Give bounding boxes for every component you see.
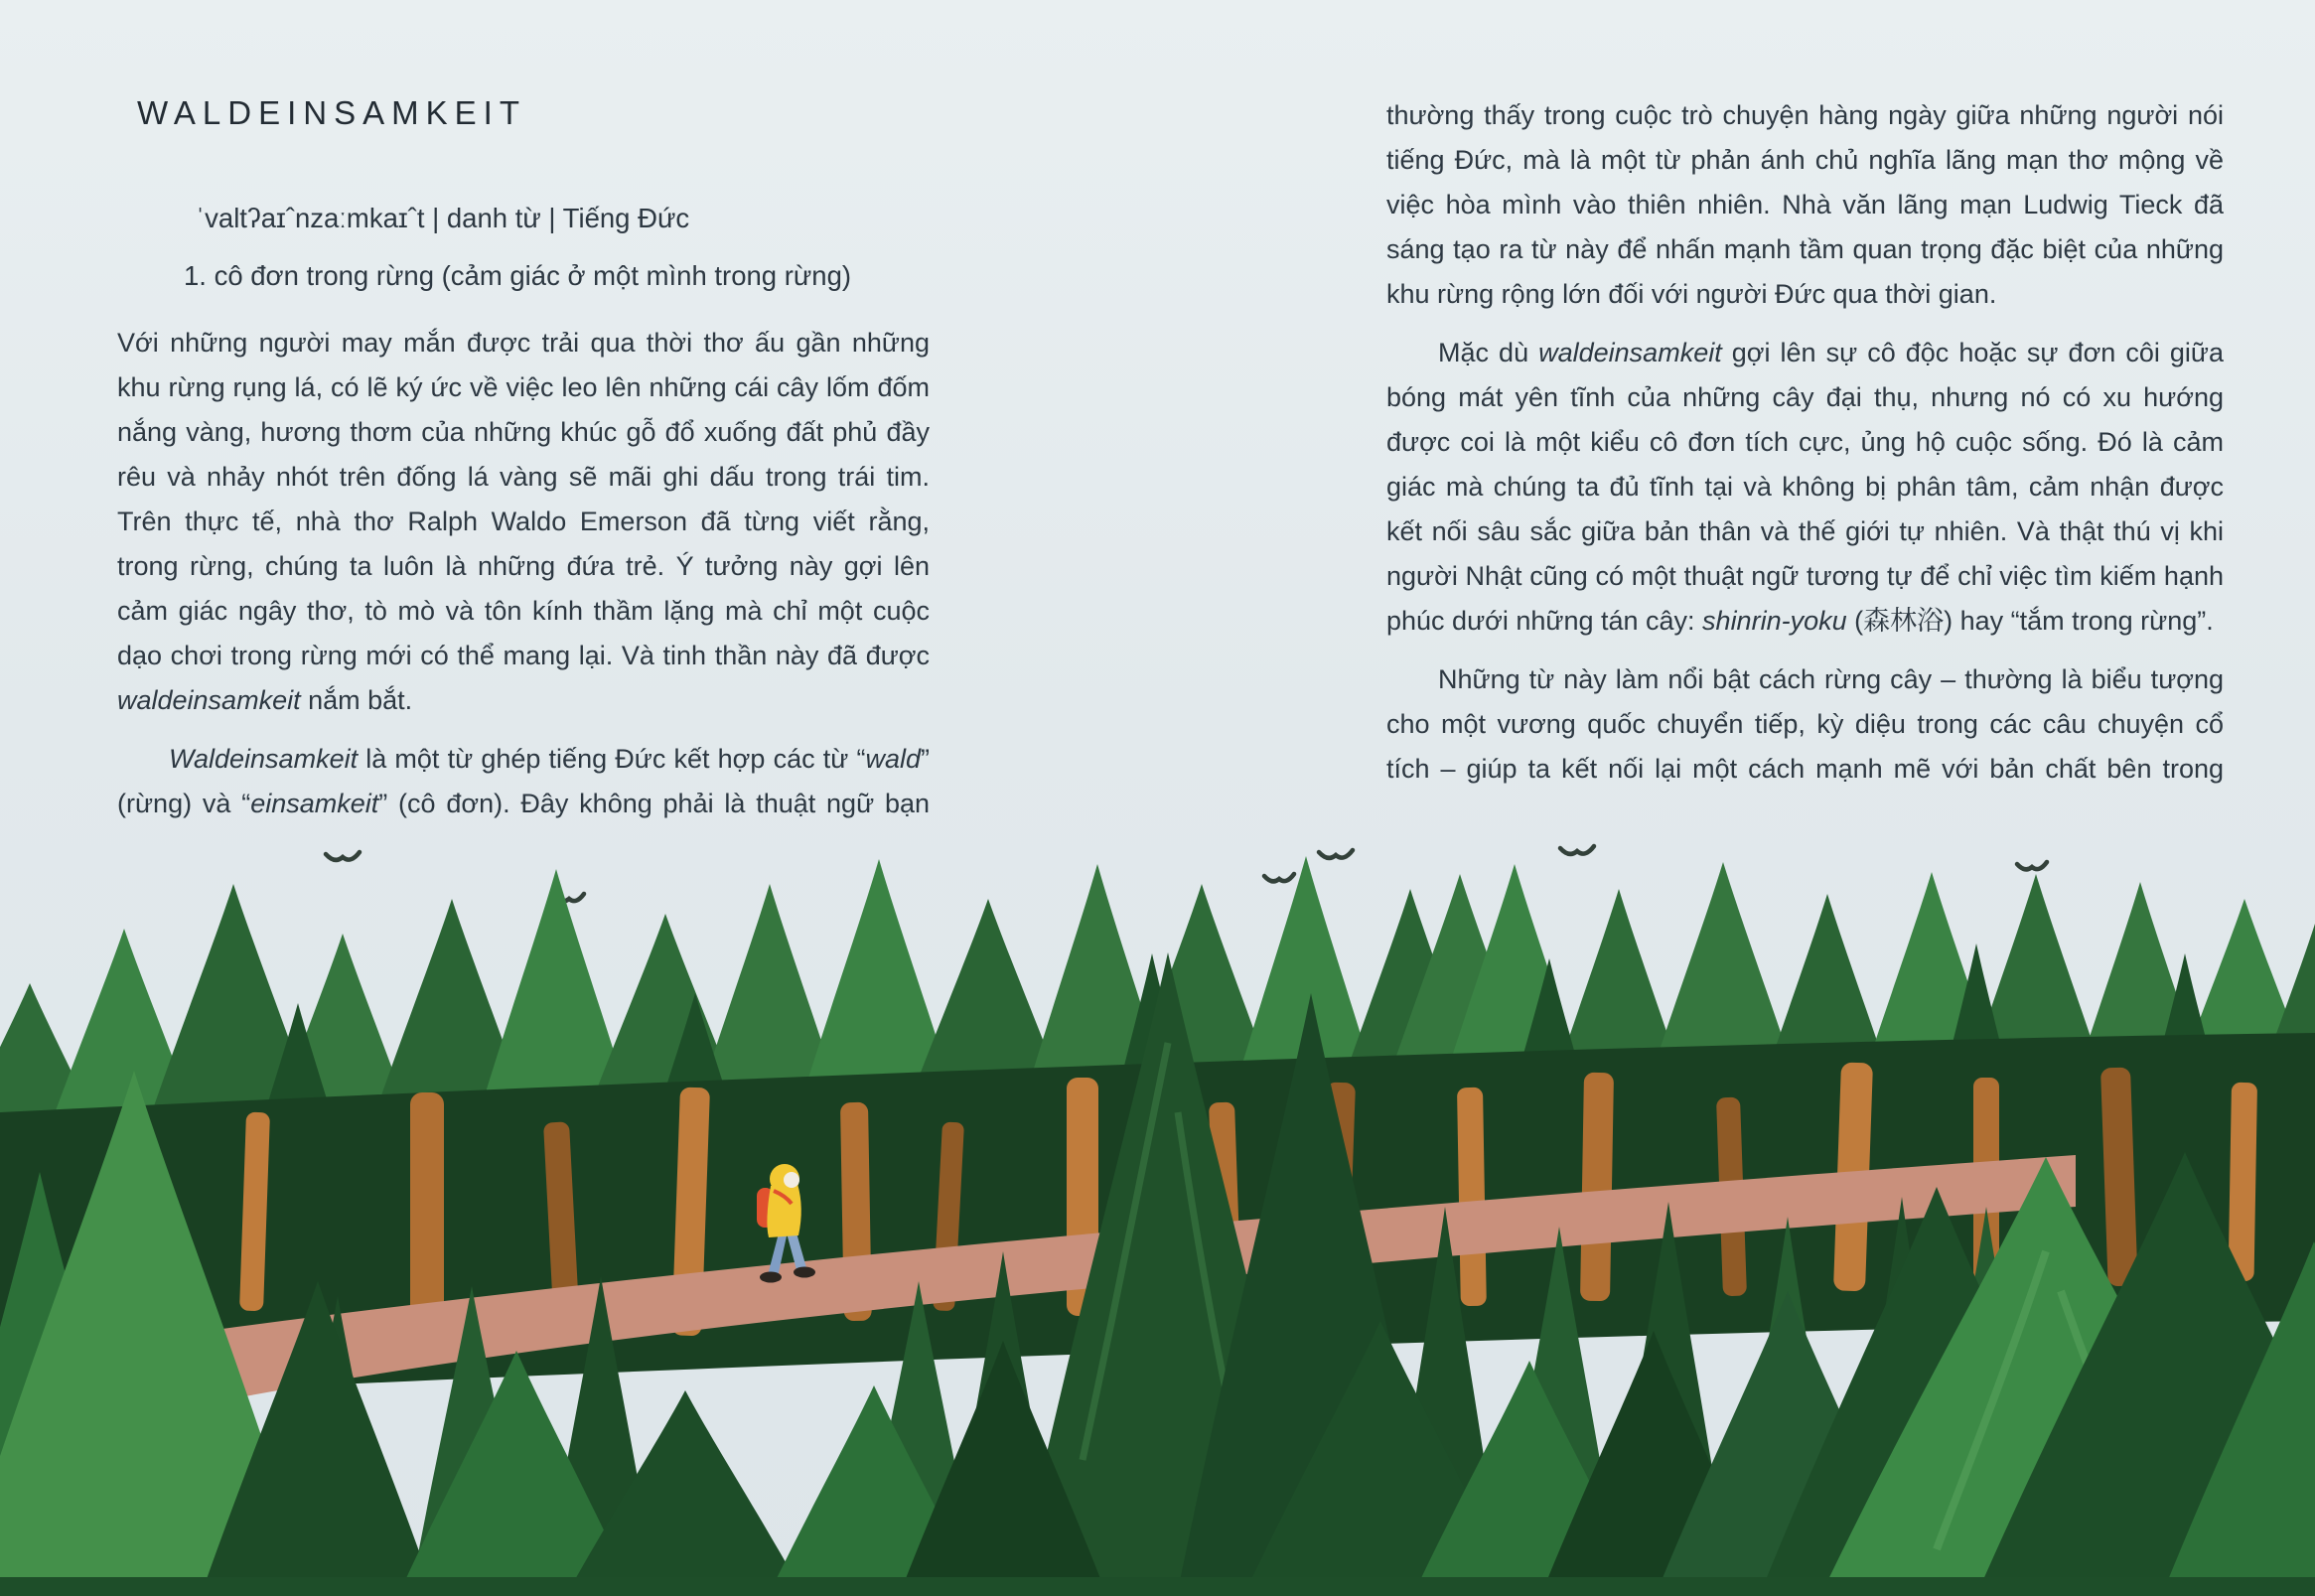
pronunciation-line: ˈvaltʔaɪˆnzaːmkaɪˆt | danh từ | Tiếng Đức: [196, 203, 690, 233]
bird-icon: [326, 852, 360, 860]
left-paragraph-1: Với những người may mắn được trải qua thời thơ ấu gần những khu rừng rụng lá, có lẽ ký ức về việc leo lên những cái cây lốm đốm nắng vàng, hương thơm của những khúc gỗ đổ xuống đất phủ đầy rêu và nhảy nhót trên đống lá vàng sẽ mãi ghi dấu trong trái tim. Trên thực tế, nhà thơ Ralph Waldo Emerson đã từng viết rằng, trong rừng, chúng ta luôn là những đứa trẻ. Ý tưởng này gợi lên cảm giác ngây thơ, tò mò và tôn kính thầm lặng mà chỉ một cuộc dạo chơi trong rừng mới có thể mang lại. Và tinh thần này đã được waldeinsamkeit nắm bắt.: [117, 328, 930, 715]
left-page: [117, 0, 930, 826]
right-page: [1386, 0, 2224, 792]
page-title: WALDEINSAMKEIT: [137, 94, 526, 131]
left-paragraph-2: Waldeinsamkeit là một từ ghép tiếng Đức kết hợp các từ “wald” (rừng) và “einsamkeit” (cô đơn). Đây không phải là thuật ngữ bạn: [117, 744, 930, 818]
bird-icon: [1560, 846, 1594, 854]
bird-icon: [1319, 850, 1353, 858]
right-paragraph-2: Mặc dù waldeinsamkeit gợi lên sự cô độc hoặc sự đơn côi giữa bóng mát yên tĩnh của những cây đại thụ, nhưng nó có xu hướng được coi là một kiểu cô đơn tích cực, ủng hộ cuộc sống. Đó là cảm giác mà chúng ta đủ tĩnh tại và không bị phân tâm, cảm nhận được kết nối sâu sắc giữa bản thân và thế giới tự nhiên. Và thật thú vị khi người Nhật cũng có một thuật ngữ tương tự để chỉ việc tìm kiếm hạnh phúc dưới những tán cây: shinrin-yoku (森林浴) hay “tắm trong rừng”.: [1386, 338, 2224, 636]
bird-icon: [2017, 862, 2047, 869]
definition-line: 1. cô đơn trong rừng (cảm giác ở một mình trong rừng): [184, 260, 852, 291]
bird-icon: [1264, 874, 1294, 881]
right-paragraph-3: Những từ này làm nổi bật cách rừng cây – thường là biểu tượng cho một vương quốc chuyển tiếp, kỳ diệu trong các câu chuyện cổ tích – giúp ta kết nối lại một cách mạnh mẽ với bản chất bên trong: [1386, 664, 2224, 784]
right-paragraph-1: thường thấy trong cuộc trò chuyện hàng ngày giữa những người nói tiếng Đức, mà là một từ phản ánh chủ nghĩa lãng mạn thơ mộng về việc hòa mình vào thiên nhiên. Nhà văn lãng mạn Ludwig Tieck đã sáng tạo ra từ này để nhấn mạnh tầm quan trọng đặc biệt của những khu rừng rộng lớn đối với người Đức qua thời gian.: [1386, 100, 2224, 309]
